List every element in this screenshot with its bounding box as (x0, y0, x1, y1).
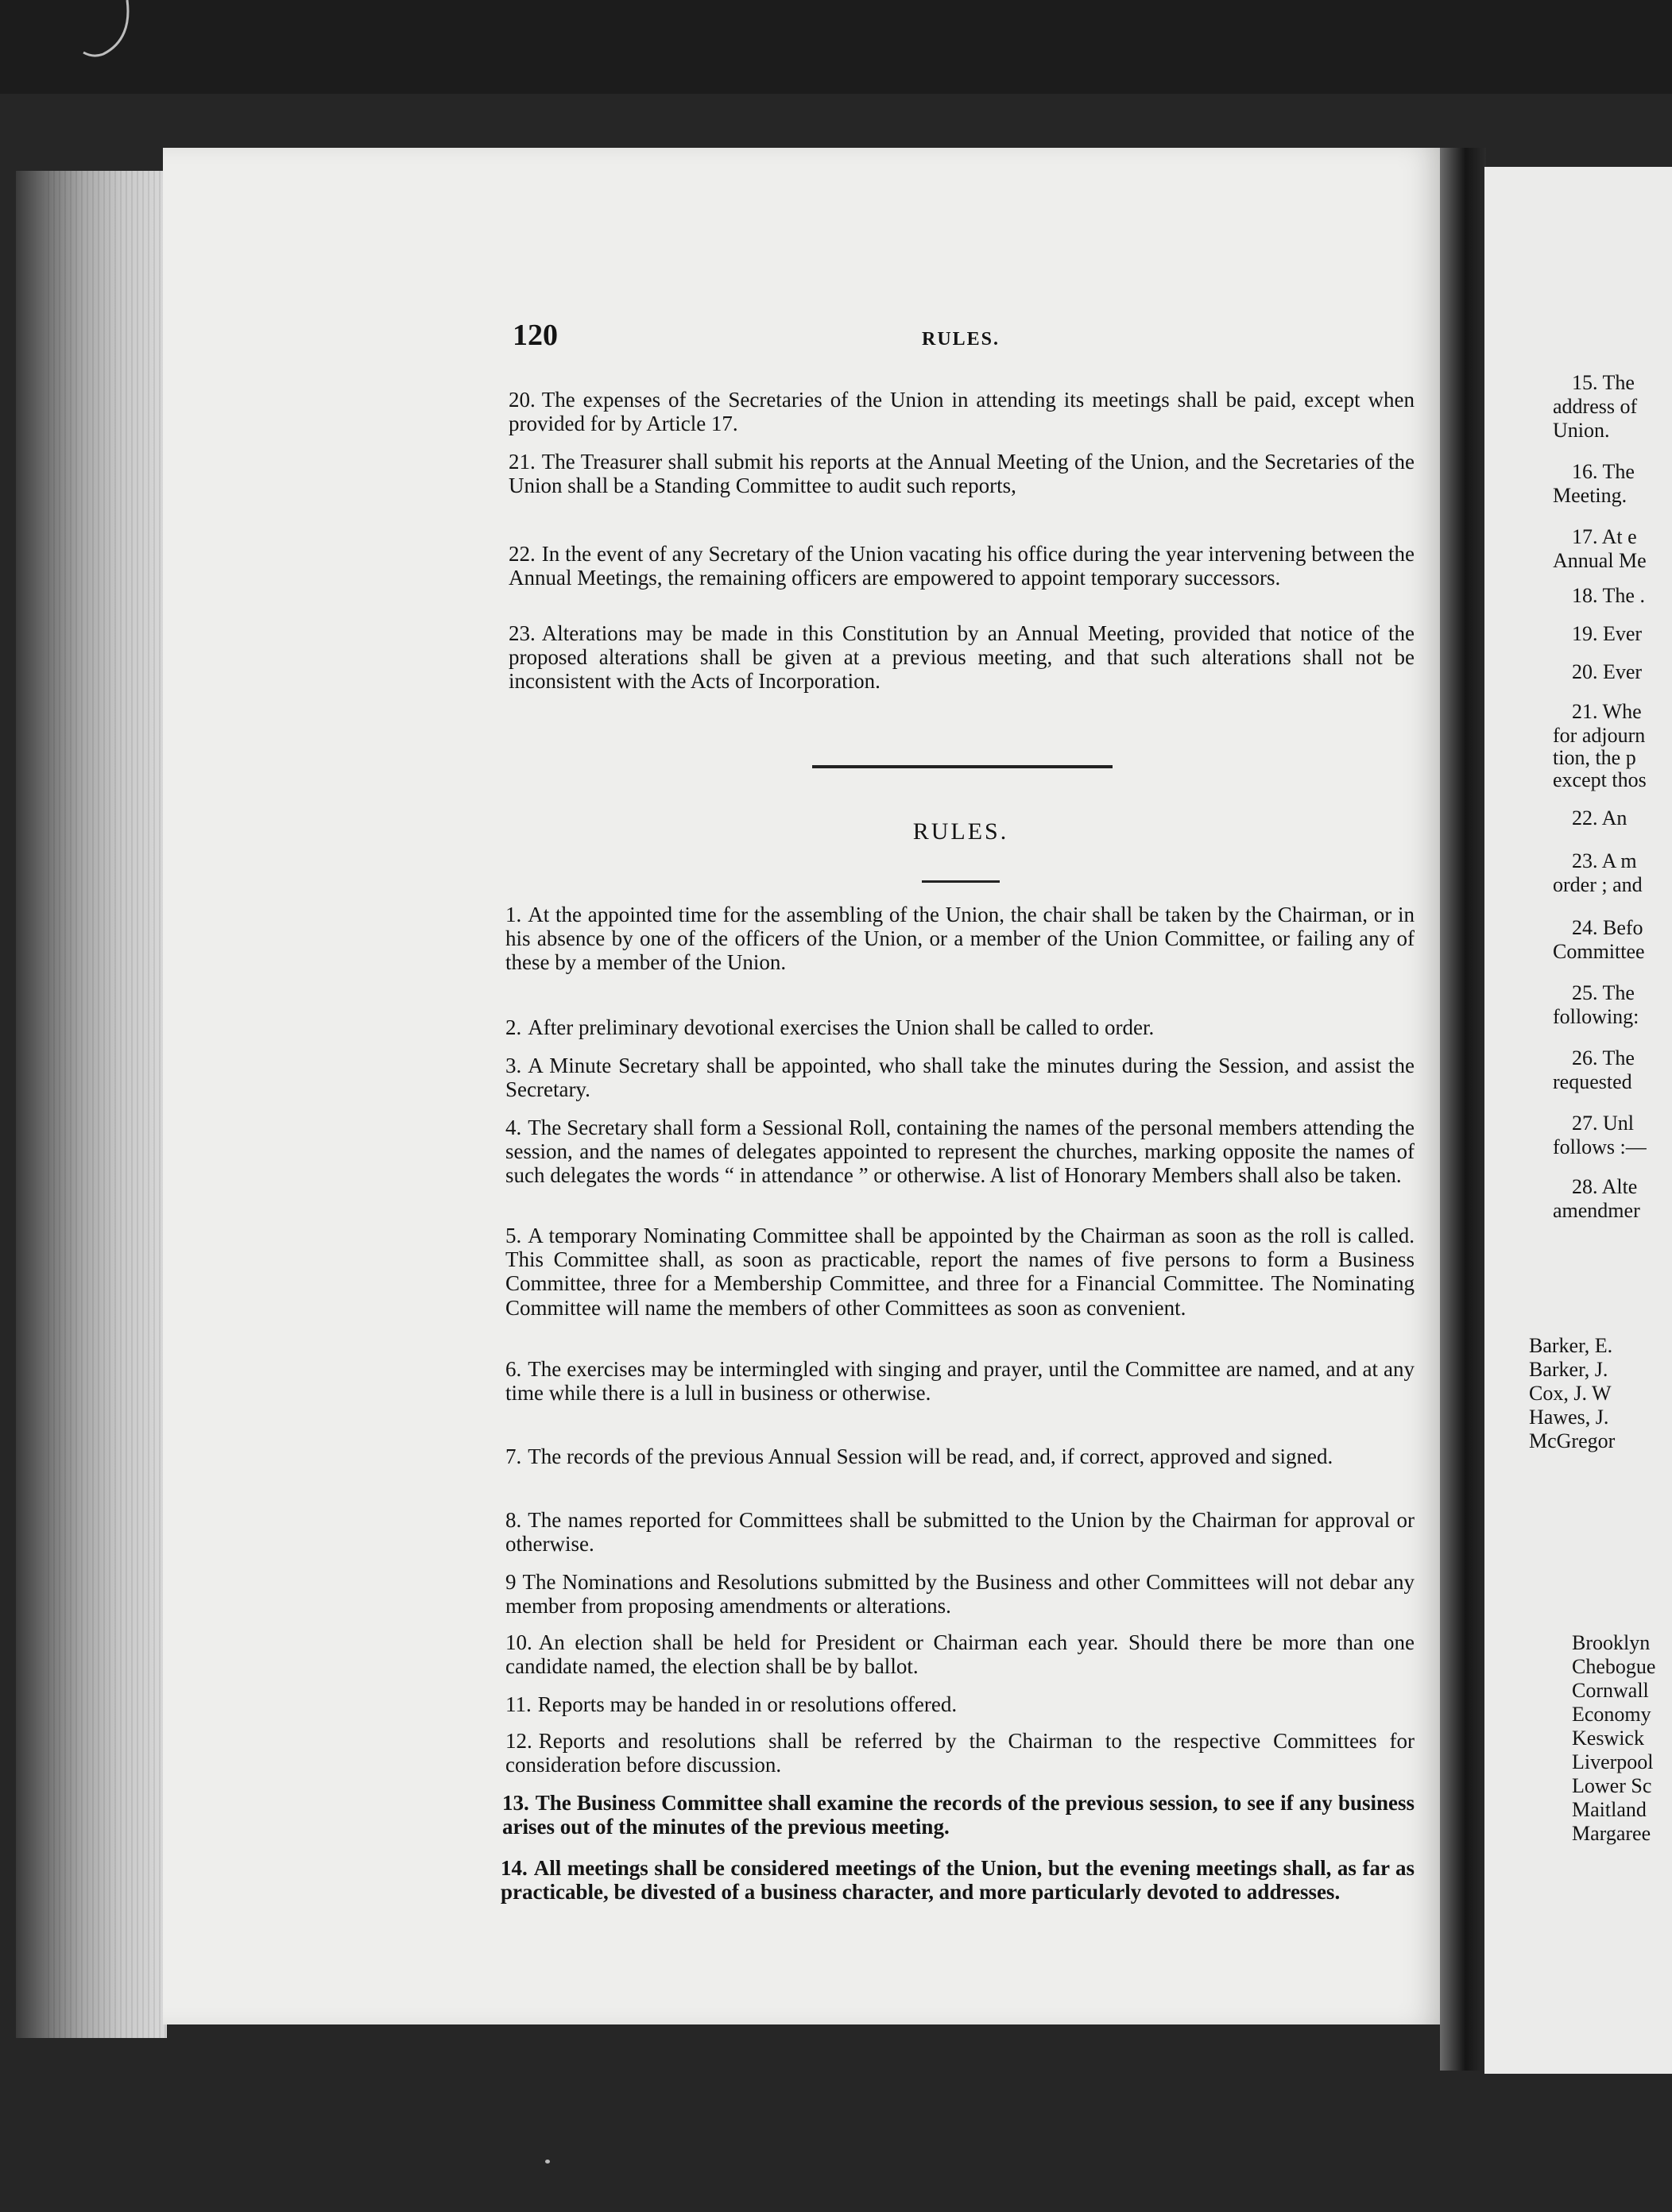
rule-text: The Nominations and Resolutions submitted by the Business and other Committees will not debar any member from proposing amendments or alterations. (505, 1570, 1415, 1618)
right-line: 23. A m (1572, 849, 1637, 872)
rule-number: 12. (505, 1729, 532, 1753)
right-line: Annual Me (1553, 549, 1647, 572)
article-text: Alterations may be made in this Constitution by an Annual Meeting, provided that notice of the proposed alterations shall be given at a previous meeting, and that such alterations shall not be inconsistent with the Acts of Incorporation. (509, 621, 1415, 694)
rule-9 (505, 1570, 1415, 1618)
rule-6 (505, 1357, 1415, 1405)
article-23 (509, 621, 1415, 694)
article-21 (509, 450, 1415, 497)
page-number: 120 (513, 319, 558, 352)
right-line: 20. Ever (1572, 660, 1643, 683)
right-line: for adjourn (1553, 724, 1646, 747)
rule-8 (505, 1508, 1415, 1556)
rule-number: 8. (505, 1508, 522, 1532)
rule-number: 4. (505, 1116, 522, 1139)
place-entry: Brooklyn (1572, 1631, 1651, 1654)
rule-number: 10. (505, 1630, 532, 1654)
section-title: RULES. (912, 818, 1009, 845)
right-line: except thos (1553, 768, 1647, 791)
rule-number: 1. (505, 903, 522, 926)
right-line: address of (1553, 395, 1638, 418)
rule-text: The Secretary shall form a Sessional Roll, containing the names of the personal members attending the session, and the names of delegates appointed to represent the churches, marking opposite the names of such delegates the words “ in attendance ” or otherwise. A list of Honorary Members shall also be taken. (505, 1116, 1415, 1188)
article-20 (509, 388, 1415, 435)
place-entry: Margaree (1572, 1822, 1651, 1845)
rule-3 (505, 1054, 1415, 1101)
rule-number: 11. (505, 1692, 532, 1716)
rule-text: An election shall be held for President or Chairman each year. Should there be more than one candidate named, the election shall be by ballot. (505, 1630, 1415, 1679)
article-number: 22. (509, 542, 536, 566)
right-line: Union. (1553, 419, 1610, 442)
right-line: 18. The . (1572, 584, 1645, 607)
dust-speck (545, 2160, 550, 2164)
rule-text: Reports and resolutions shall be referred by the Chairman to the respective Committees for consideration before discussion. (505, 1729, 1415, 1777)
right-line: 19. Ever (1572, 622, 1643, 645)
rule-number: 13. (502, 1791, 529, 1815)
rule-5 (505, 1224, 1415, 1320)
right-line: 28. Alte (1572, 1175, 1638, 1198)
right-line: 24. Befo (1572, 916, 1643, 939)
rule-12 (505, 1729, 1415, 1777)
article-number: 23. (509, 621, 536, 645)
rule-text: The names reported for Committees shall be submitted to the Union by the Chairman for approval or otherwise. (505, 1508, 1415, 1557)
right-line: Meeting. (1553, 484, 1627, 507)
rule-text: The records of the previous Annual Session will be read, and, if correct, approved and signed. (528, 1444, 1333, 1468)
right-line: order ; and (1553, 873, 1643, 896)
place-entry: Maitland (1572, 1798, 1647, 1821)
name-entry: Cox, J. W (1529, 1382, 1612, 1405)
pen-mark (48, 0, 151, 64)
article-text: In the event of any Secretary of the Union vacating his office during the year intervening between the Annual Meetings, the remaining officers are empowered to appoint temporary successors. (509, 542, 1415, 590)
book-gutter (1440, 148, 1486, 2071)
right-line: 25. The (1572, 981, 1635, 1004)
rule-text: The Business Committee shall examine the records of the previous session, to see if any business arises out of the minutes of the previous meeting. (502, 1791, 1415, 1839)
right-line: follows :— (1553, 1135, 1647, 1158)
rule-11 (505, 1692, 1415, 1716)
rule-10 (505, 1630, 1415, 1678)
right-line: 17. At e (1572, 525, 1637, 548)
place-entry: Lower Sc (1572, 1774, 1652, 1797)
name-entry: McGregor (1529, 1429, 1616, 1452)
name-entry: Barker, J. (1529, 1358, 1608, 1381)
place-entry: Chebogue (1572, 1655, 1656, 1678)
right-line: 27. Unl (1572, 1112, 1634, 1135)
right-line: requested (1553, 1070, 1632, 1093)
rule-number: 3. (505, 1054, 522, 1077)
article-text: The Treasurer shall submit his reports at the Annual Meeting of the Union, and the Secretaries of the Union shall be a Standing Committee to audit such reports, (509, 450, 1415, 498)
right-line: tion, the p (1553, 746, 1636, 769)
article-text: The expenses of the Secretaries of the Union in attending its meetings shall be paid, except when provided for by Article 17. (509, 388, 1415, 436)
rule-number: 6. (505, 1357, 522, 1381)
place-entry: Liverpool (1572, 1750, 1654, 1773)
article-number: 20. (509, 388, 536, 412)
rule-number: 9 (505, 1570, 517, 1594)
article-22 (509, 542, 1415, 590)
scan-top-band (0, 0, 1672, 94)
title-underline (922, 880, 1000, 883)
rule-number: 5. (505, 1224, 522, 1247)
rule-text: The exercises may be intermingled with singing and prayer, until the Committee are named, and at any time while there is a lull in business or otherwise. (505, 1357, 1415, 1406)
rule-2 (505, 1015, 1415, 1039)
rule-text: A Minute Secretary shall be appointed, who shall take the minutes during the Session, and assist the Secretary. (505, 1054, 1415, 1102)
rule-text: All meetings shall be considered meetings of the Union, but the evening meetings shall, as far as practicable, be divested of a business character, and more particularly devoted to addresses. (501, 1856, 1415, 1905)
rule-number: 7. (505, 1444, 522, 1468)
right-line: following: (1553, 1005, 1639, 1028)
place-entry: Economy (1572, 1703, 1651, 1726)
rule-4 (505, 1116, 1415, 1188)
right-line: 22. An (1572, 806, 1627, 830)
right-page (1484, 167, 1672, 2074)
rule-text: After preliminary devotional exercises the Union shall be called to order. (528, 1015, 1155, 1039)
rule-text: At the appointed time for the assembling of the Union, the chair shall be taken by the Chairman, or in his absence by one of the officers of the Union, or a member of the Union Committee, or failing any of these by a member of the Union. (505, 903, 1415, 975)
right-line: 26. The (1572, 1046, 1635, 1069)
section-divider (812, 765, 1113, 768)
rule-text: Reports may be handed in or resolutions offered. (537, 1692, 958, 1716)
right-line: 21. Whe (1572, 700, 1642, 723)
rule-number: 14. (501, 1856, 528, 1880)
rule-1 (505, 903, 1415, 975)
name-entry: Hawes, J. (1529, 1406, 1609, 1429)
right-line: 16. The (1572, 460, 1635, 483)
right-line: Committee (1553, 940, 1645, 963)
running-head: RULES. (922, 329, 1000, 350)
name-entry: Barker, E. (1529, 1334, 1613, 1357)
place-entry: Cornwall (1572, 1679, 1649, 1702)
right-line: amendmer (1553, 1199, 1640, 1222)
place-entry: Keswick (1572, 1727, 1644, 1750)
rule-13 (502, 1791, 1415, 1839)
article-number: 21. (509, 450, 536, 474)
rule-7 (505, 1444, 1415, 1468)
rule-14 (501, 1856, 1415, 1904)
book-page-edge-lines (48, 171, 167, 2038)
right-line: 15. The (1572, 371, 1635, 394)
rule-text: A temporary Nominating Committee shall be appointed by the Chairman as soon as the roll is called. This Committee shall, as soon as practicable, report the names of five persons to form a Business Committee, three for a Membership Committee, and three for a Financial Committee. The Nominating Committee will name the members of other Committees as soon as convenient. (505, 1224, 1415, 1320)
rule-number: 2. (505, 1015, 522, 1039)
